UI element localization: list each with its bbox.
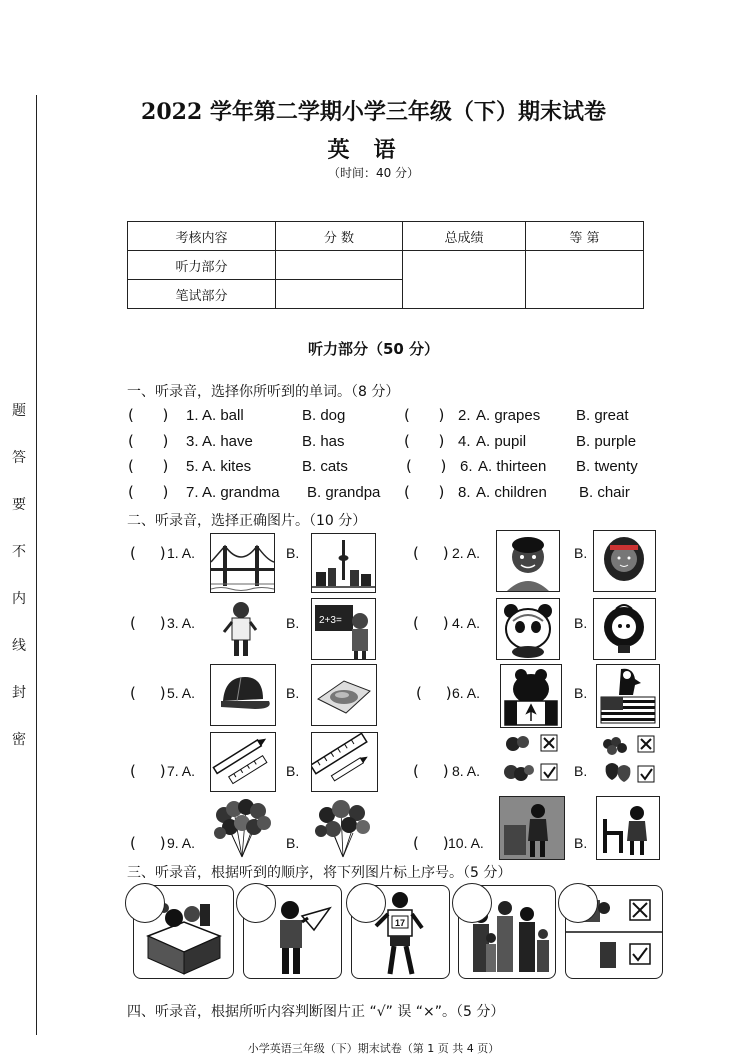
pic-question-label: 7. A. — [167, 763, 196, 779]
seal-char: 密 — [12, 732, 26, 748]
answer-paren[interactable]: ( ) — [128, 406, 169, 424]
option-b: B. purple — [576, 433, 637, 450]
answer-paren[interactable]: ( ) — [130, 684, 166, 702]
option-number: 8. — [458, 484, 471, 501]
order-circle-2[interactable] — [236, 883, 276, 923]
option-a: A. have — [202, 433, 253, 450]
score-cell[interactable] — [276, 280, 403, 309]
doctor-picture[interactable] — [210, 598, 273, 658]
answer-paren[interactable]: ( ) — [406, 457, 447, 475]
option-number: 4. — [458, 433, 471, 450]
page-footer: 小学英语三年级（下）期末试卷（第 1 页 共 4 页） — [247, 1042, 500, 1055]
option-a: A. pupil — [476, 433, 527, 450]
answer-paren[interactable]: ( ) — [130, 834, 166, 852]
option-b: B. grandpa — [307, 484, 381, 501]
answer-paren[interactable]: ( ) — [128, 483, 169, 501]
option-b: B. has — [302, 433, 345, 450]
pic-b-label: B. — [574, 545, 588, 561]
pic-question-label: 2. A. — [452, 545, 481, 561]
exam-title: 2022 学年第二学期小学三年级（下）期末试卷 — [141, 99, 606, 125]
seal-char: 题 — [12, 403, 26, 419]
option-a: A. grapes — [476, 407, 541, 424]
girl-face-picture[interactable] — [593, 530, 656, 592]
usa-flag-eagle-picture[interactable] — [596, 664, 660, 728]
option-a: A. children — [476, 484, 547, 501]
seal-char: 内 — [12, 591, 26, 607]
pic-b-label: B. — [574, 615, 588, 631]
pic-b-label: B. — [286, 835, 300, 851]
pic-b-label: B. — [574, 835, 588, 851]
order-circle-1[interactable] — [125, 883, 165, 923]
ruler-pencil-picture[interactable] — [311, 732, 378, 792]
option-number: 6. — [460, 458, 473, 475]
option-a: A. thirteen — [478, 458, 547, 475]
pic-question-label: 10. A. — [448, 835, 484, 851]
pic-question-label: 9. A. — [167, 835, 196, 851]
option-a: A. kites — [202, 458, 252, 475]
blackboard-text: 2+3= — [319, 615, 342, 626]
pic-question-label: 5. A. — [167, 685, 196, 701]
teacher-blackboard-picture[interactable] — [311, 598, 376, 660]
exam-subject: 英语 — [327, 137, 420, 163]
section-title: 听力部分（50 分） — [307, 340, 440, 358]
score-header: 考核内容 — [128, 222, 276, 251]
seal-char: 封 — [12, 685, 26, 701]
part1-heading: 一、听录音，选择你所听到的单词。（8 分） — [127, 384, 400, 400]
balloons-a-picture[interactable] — [210, 797, 274, 859]
binding-margin-line — [36, 95, 37, 1035]
exam-time: （时间：40 分） — [327, 166, 420, 180]
option-number: 7. — [186, 484, 199, 501]
pic-b-label: B. — [286, 545, 300, 561]
option-b: B. dog — [302, 407, 346, 424]
score-cell[interactable] — [276, 251, 403, 280]
answer-paren[interactable]: ( ) — [413, 834, 449, 852]
girl-chair-picture[interactable] — [596, 796, 660, 860]
fruit-check-picture[interactable] — [499, 730, 563, 790]
answer-paren[interactable]: ( ) — [404, 406, 445, 424]
option-b: B. twenty — [576, 458, 638, 475]
score-row-label: 听力部分 — [128, 251, 276, 280]
pic-question-label: 6. A. — [452, 685, 481, 701]
pic-b-label: B. — [286, 685, 300, 701]
canada-flag-bear-picture[interactable] — [500, 664, 562, 728]
option-number: 2. — [458, 407, 471, 424]
answer-paren[interactable]: ( ) — [416, 684, 452, 702]
option-b: B. chair — [579, 484, 630, 501]
answer-paren[interactable]: ( ) — [404, 483, 445, 501]
food-plate-picture[interactable] — [311, 664, 377, 726]
pic-b-label: B. — [286, 763, 300, 779]
balloons-b-picture[interactable] — [311, 797, 376, 859]
order-circle-3[interactable] — [346, 883, 386, 923]
runner-bib-number: 17 — [394, 918, 406, 928]
grade-cell[interactable] — [526, 251, 644, 309]
score-table — [127, 221, 644, 309]
total-score-cell[interactable] — [403, 251, 526, 309]
pic-b-label: B. — [574, 763, 588, 779]
score-row-label: 笔试部分 — [128, 280, 276, 309]
answer-paren[interactable]: ( ) — [128, 457, 169, 475]
answer-paren[interactable]: ( ) — [128, 432, 169, 450]
pic-question-label: 4. A. — [452, 615, 481, 631]
pic-question-label: 3. A. — [167, 615, 196, 631]
option-b: B. great — [576, 407, 629, 424]
pic-b-label: B. — [286, 615, 300, 631]
fruit-cross-picture[interactable] — [596, 730, 660, 790]
boy-face-picture[interactable] — [496, 530, 560, 592]
option-number: 3. — [186, 433, 199, 450]
order-circle-4[interactable] — [452, 883, 492, 923]
answer-paren[interactable]: ( ) — [413, 762, 449, 780]
tower-picture[interactable] — [311, 533, 376, 593]
score-header: 等 第 — [526, 222, 644, 251]
pic-question-label: 8. A. — [452, 763, 481, 779]
order-circle-5[interactable] — [558, 883, 598, 923]
score-header: 总成绩 — [403, 222, 526, 251]
seal-char: 答 — [12, 450, 26, 466]
answer-paren[interactable]: ( ) — [130, 762, 166, 780]
pic-b-label: B. — [574, 685, 588, 701]
answer-paren[interactable]: ( ) — [404, 432, 445, 450]
lantern-mascot-picture[interactable] — [593, 598, 656, 660]
answer-paren[interactable]: ( ) — [130, 614, 166, 632]
seal-char: 线 — [12, 638, 26, 654]
cap-picture[interactable] — [210, 664, 276, 726]
seal-char: 不 — [12, 544, 26, 560]
option-number: 1. — [186, 407, 199, 424]
option-a: A. grandma — [202, 484, 280, 501]
part2-heading: 二、听录音，选择正确图片。（10 分） — [127, 513, 367, 529]
option-b: B. cats — [302, 458, 348, 475]
pic-question-label: 1. A. — [167, 545, 196, 561]
part4-heading: 四、听录音，根据所听内容判断图片正 “√” 误 “×”。（5 分） — [127, 1004, 505, 1020]
answer-paren[interactable]: ( ) — [413, 614, 449, 632]
option-number: 5. — [186, 458, 199, 475]
girl-sitting-picture[interactable] — [499, 796, 565, 860]
panda-mascot-picture[interactable] — [496, 598, 560, 660]
answer-paren[interactable]: ( ) — [413, 544, 449, 562]
seal-char: 要 — [12, 497, 26, 513]
answer-paren[interactable]: ( ) — [130, 544, 166, 562]
bridge-picture[interactable] — [210, 533, 275, 593]
option-a: A. ball — [202, 407, 244, 424]
part3-heading: 三、听录音，根据听到的顺序，将下列图片标上序号。（5 分） — [127, 865, 512, 881]
score-header: 分 数 — [276, 222, 403, 251]
pencil-ruler-picture[interactable] — [210, 732, 276, 792]
